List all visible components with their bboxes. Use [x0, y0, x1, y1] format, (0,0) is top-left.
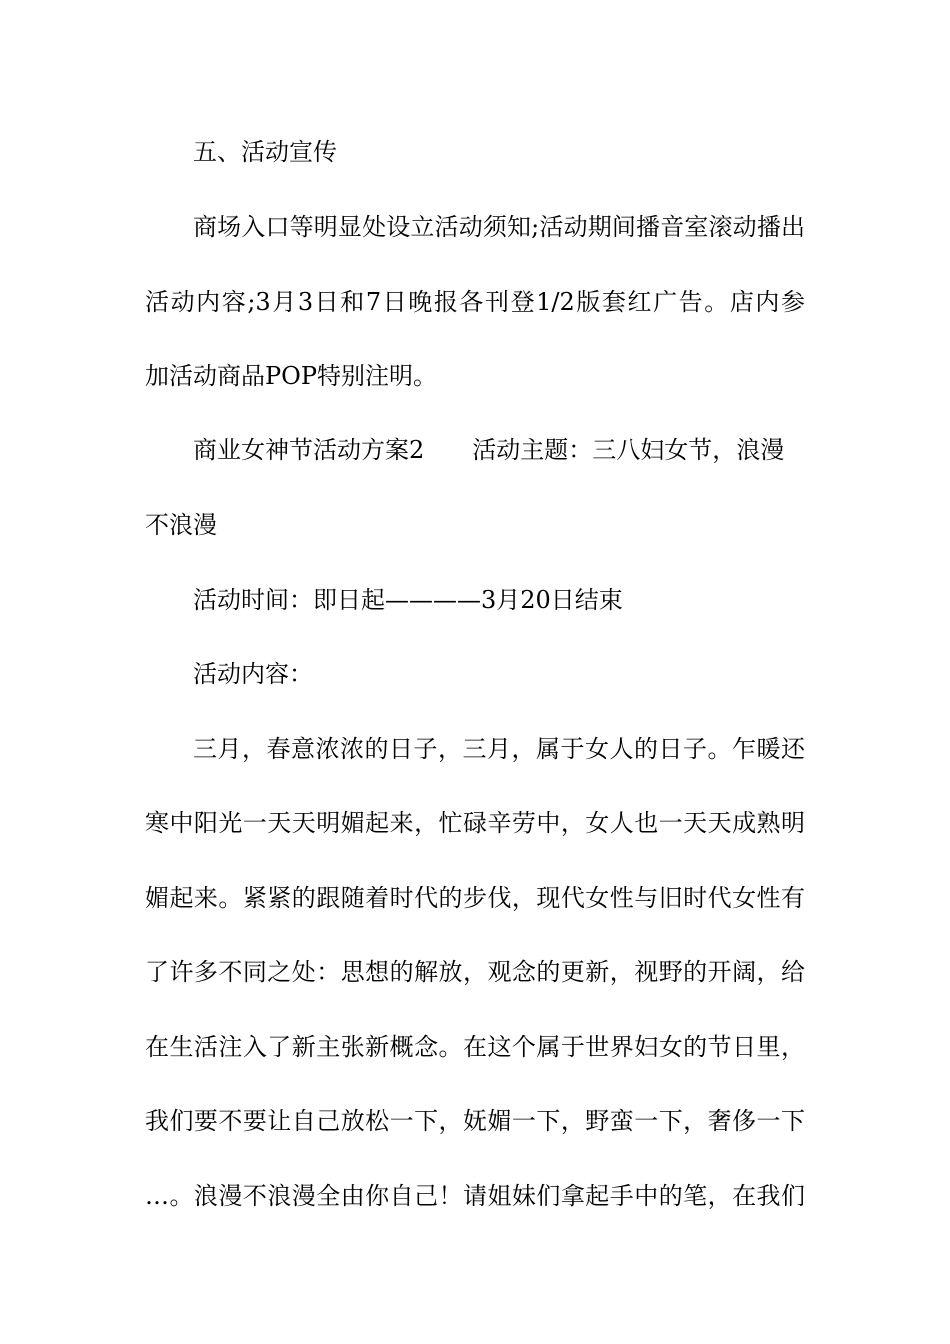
paragraph-line: 活动内容：	[193, 660, 313, 688]
paragraph-line: 不浪漫	[145, 511, 217, 539]
paragraph-line: 寒中阳光一天天明媚起来，忙碌辛劳中，女人也一天天成熟明	[145, 809, 805, 837]
section-heading: 五、活动宣传	[193, 138, 337, 166]
paragraph-line: 了许多不同之处：思想的解放，观念的更新，视野的开阔，给	[145, 958, 805, 986]
paragraph-line: 商业女神节活动方案2 活动主题：三八妇女节，浪漫	[193, 436, 785, 464]
paragraph-line: 三月，春意浓浓的日子，三月，属于女人的日子。乍暖还	[193, 735, 805, 763]
paragraph-line: 媚起来。紧紧的跟随着时代的步伐，现代女性与旧时代女性有	[145, 884, 805, 912]
paragraph-line: 加活动商品POP特别注明。	[145, 362, 437, 390]
paragraph-line: 我们要不要让自己放松一下，妩媚一下，野蛮一下，奢侈一下	[145, 1107, 805, 1135]
paragraph-line: …。浪漫不浪漫全由你自己！请姐妹们拿起手中的笔，在我们	[145, 1182, 805, 1210]
paragraph-line: 活动内容;3月3日和7日晚报各刊登1/2版套红广告。店内参	[145, 288, 805, 316]
paragraph-line: 在生活注入了新主张新概念。在这个属于世界妇女的节日里，	[145, 1033, 805, 1061]
paragraph-line: 商场入口等明显处设立活动须知;活动期间播音室滚动播出	[193, 213, 805, 241]
paragraph-line: 活动时间：即日起————3月20日结束	[193, 586, 623, 614]
